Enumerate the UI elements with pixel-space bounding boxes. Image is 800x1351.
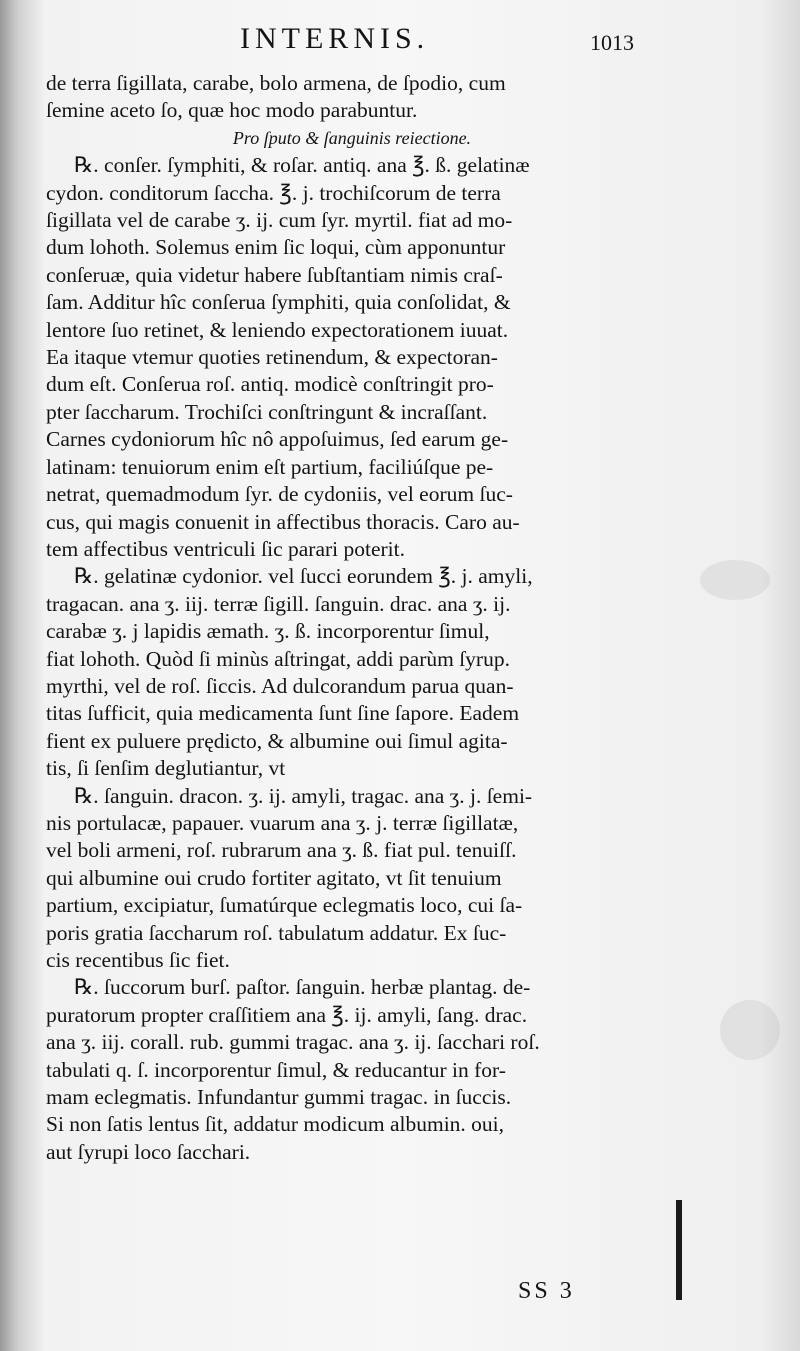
text-line: poris gratia ſaccharum roſ. tabulatum addatur. Ex ſuc- [46, 920, 507, 945]
text-line: cis recentibus ſic fiet. [46, 948, 230, 972]
page-number: 1013 [590, 30, 634, 55]
text-line: ℞. gelatinæ cydonior. vel ſucci eorundem ℥. j. amyli, [74, 564, 533, 589]
text-line: pter ſaccharum. Trochiſci conſtringunt & incraſſant. [46, 399, 488, 424]
text-line: Ea itaque vtemur quoties retinendum, & expectoran- [46, 345, 498, 370]
text-line: Si non ſatis lentus ſit, addatur modicum albumin. oui, [46, 1112, 505, 1137]
text-line: myrthi, vel de roſ. ſiccis. Ad dulcorandum parua quan- [46, 673, 514, 698]
body-text [46, 70, 658, 1166]
text-line: ana ʒ. iij. corall. rub. gummi tragac. ana ʒ. ij. ſacchari roſ. [46, 1030, 540, 1055]
text-line: nis portulacæ, papauer. vuarum ana ʒ. j. terræ ſigillatæ, [46, 810, 519, 835]
text-line: cus, qui magis conuenit in affectibus thoracis. Caro au- [46, 509, 520, 534]
text-line: dum eſt. Conſerua roſ. antiq. modicè conſtringit pro- [46, 372, 494, 397]
text-line: latinam: tenuiorum enim eſt partium, faciliúſque pe- [46, 454, 494, 479]
text-line: tem affectibus ventriculi ſic parari poterit. [46, 536, 405, 561]
text-line: dum lohoth. Solemus enim ſic loqui, cùm apponuntur [46, 235, 506, 260]
text-line: ſam. Additur hîc conſerua ſymphiti, quia conſolidat, & [46, 290, 511, 315]
text-line: tis, ſi ſenſim deglutiantur, vt [46, 756, 286, 781]
text-line: fient ex puluere prędicto, & albumine oui ſimul agita- [46, 728, 508, 753]
text-line: conſeruæ, quia videtur habere ſubſtantiam nimis craſ- [46, 262, 503, 287]
text-line: cydon. conditorum ſaccha. ℥. j. trochiſcorum de terra [46, 180, 501, 205]
text-line: de terra ſigillata, carabe, bolo armena, de ſpodio, cum [46, 71, 506, 95]
text-line: tabulati q. ſ. incorporentur ſimul, & reducantur in for- [46, 1057, 506, 1082]
paper-stain [720, 1000, 780, 1060]
text-line: ſemine aceto ſo, quæ hoc modo parabuntur. [46, 98, 418, 123]
text-line: ℞. ſanguin. dracon. ʒ. ij. amyli, tragac. ana ʒ. j. ſemi- [74, 783, 533, 808]
text-line: netrat, quemadmodum ſyr. de cydoniis, vel eorum ſuc- [46, 482, 513, 507]
text-line: aut ſyrupi loco ſacchari. [46, 1139, 251, 1164]
text-line: qui albumine oui crudo fortiter agitato, vt ſit tenuium [46, 865, 502, 890]
page-header [0, 22, 800, 62]
text-line: vel boli armeni, roſ. rubrarum ana ʒ. ß. fiat pul. tenuiſſ. [46, 838, 517, 863]
text-line: carabæ ʒ. j lapidis æmath. ʒ. ß. incorporentur ſimul, [46, 619, 490, 644]
section-subheading: Pro ſputo & ſanguinis reiectione. [232, 127, 472, 148]
margin-edge-mark [676, 1200, 682, 1300]
text-line: puratorum propter craſſitiem ana ℥. ij. amyli, ſang. drac. [46, 1002, 528, 1027]
text-line: mam eclegmatis. Infundantur gummi tragac. in ſuccis. [46, 1085, 512, 1110]
text-line: Carnes cydoniorum hîc nô appoſuimus, ſed earum ge- [46, 427, 509, 452]
text-line: ſigillata vel de carabe ʒ. ij. cum ſyr. myrtil. fiat ad mo- [46, 208, 513, 233]
paper-stain [700, 560, 770, 600]
text-line: titas ſufficit, quia medicamenta ſunt ſine ſapore. Eadem [46, 701, 520, 726]
text-line: fiat lohoth. Quòd ſi minùs aſtringat, addi parùm ſyrup. [46, 646, 510, 671]
running-head: INTERNIS. [240, 22, 430, 55]
text-line: ℞. conſer. ſymphiti, & roſar. antiq. ana ℥. ß. gelatinæ [74, 153, 530, 178]
text-line: tragacan. ana ʒ. iij. terræ ſigill. ſanguin. drac. ana ʒ. ij. [46, 591, 511, 616]
text-line: lentore ſuo retinet, & leniendo expectorationem iuuat. [46, 317, 509, 342]
text-line: partium, excipiatur, ſumatúrque eclegmatis loco, cui ſa- [46, 893, 523, 918]
signature-mark: SS 3 [518, 1278, 575, 1304]
text-line: ℞. ſuccorum burſ. paſtor. ſanguin. herbæ plantag. de- [74, 975, 531, 1000]
